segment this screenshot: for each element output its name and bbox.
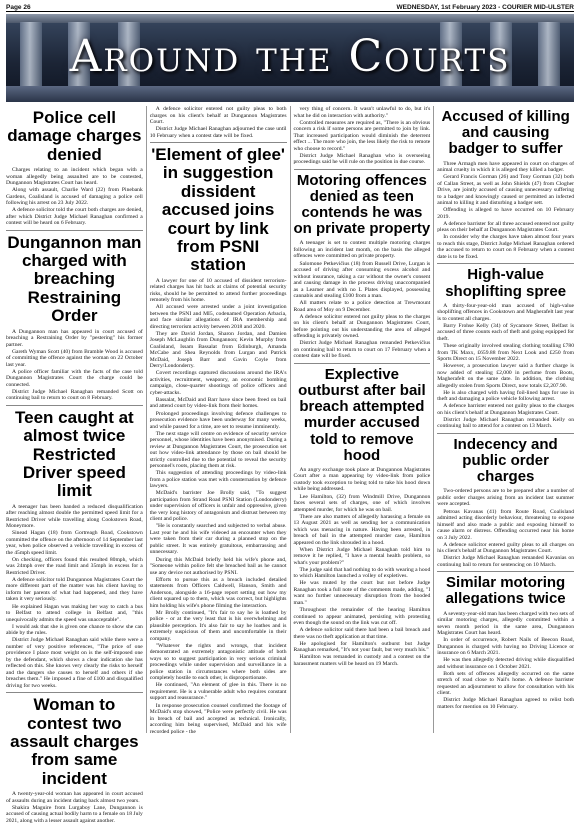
article-paragraph: All accused were arrested under a joint investigation between the PSNI and MI5, codenamed Operation Arbacia, and face similar allegations of IRA membership and directing terrorism activity between 2018 and 2020.: [149, 304, 287, 330]
article-paragraph: All matters relate to a police detection at Trewmount Road area of Moy on 9 December.: [293, 300, 431, 313]
article-headline: Explective outburst after bail breach attempted murder accused told to remove hood: [298, 365, 426, 464]
article-headline: Woman to contest two assault charges from same incident: [10, 695, 139, 788]
article-paragraph: A teenager is set to contest multiple motoring charges following an incident last month, on the basis the alleged offences were committed on private property.: [293, 240, 431, 260]
article-paragraph: A Dungannon man has appeared in court accused of breaching a Restraining Order by "pestering" his former partner.: [6, 328, 143, 348]
article: [6, 692, 143, 824]
article-paragraph: "Whatever the rights and wrongs, that incident demonstrated an extremely antagonistic attitude of both ways so to suggest participation in very serious criminal proceedings while under supervision and surveillance in a police station in circumstances where both sides are completely hostile to each other, is disproportionate.: [149, 642, 287, 682]
article-paragraph: In consider why the charges have taken almost four years to reach this stage, District Judge Michael Ranaghan ordered the accused to return to court on 8 February when a contest date is to be fixed.: [437, 234, 574, 260]
article-paragraph: He is also charged with having foil-lined bags for use in theft and damaging a police vehicle following arrest.: [437, 389, 574, 403]
column-2: [150, 106, 287, 733]
article-paragraph: Along with assault, Charlie Ward (22) from Pinebank Gardens, Coalisland is accused of damaging a police cell following his arrest on 23 July 2022.: [6, 187, 143, 207]
article-paragraph: Efforts to pursue this as a breach included detailed statements from Officers Caldwell, Hanson, Smith and Anderson, alongside a 16-page report setting out how my client squared up to them, which was correct, but highlights him holding his wife's phone filming the interaction.: [149, 576, 287, 609]
article: [150, 142, 287, 735]
article-divider: [294, 363, 431, 364]
article-paragraph: When District Judge Michael Ranaghan told him to remove it he replied, "I have a mental health problem, so what's your problem?": [293, 546, 431, 566]
article: [6, 230, 143, 402]
article: [6, 109, 143, 227]
article-paragraph: The judge said that had nothing to do with wearing a hood to which Hamilton launched a volley of expletives.: [293, 566, 431, 580]
article-paragraph: A defence solicitor entered not guilty pleas to both charges on his client's behalf at Dungannon Magistrates Court.: [149, 106, 287, 125]
column-3: [294, 106, 431, 733]
article-paragraph: Three Armagh men have appeared in court on charges of animal cruelty in which it is alleged they killed a badger.: [437, 160, 574, 174]
article: [437, 263, 574, 429]
article-paragraph: District Judge Michael Ranaghan remanded Kelly on continuing bail to attend for a contest on 13 March.: [437, 416, 574, 430]
article-paragraph: He was muted by the court but not before Judge Ranaghan took a full note of the comments made, adding, "I want no further unnecessary disruption from the hooded man.": [293, 580, 431, 606]
article-paragraph: Covert recordings captured discussions around the IRA's activities, recruitment, weaponry, an economic bombing campaign, close-quarter shootings of police officers and cyber-attacks.: [149, 370, 287, 396]
article-paragraph: Barry Frohse Kelly (34) of Sycamore Street, Belfast is accused of three counts each of theft and going equipped for theft.: [437, 322, 574, 342]
article-paragraph: Charges relating to an incident which began with a woman allegedly being assaulted are to be contested, Dungannon Magistrates Court has heard.: [6, 167, 143, 187]
article-paragraph: Offending is alleged to have occurred on 10 February 2019.: [437, 207, 574, 220]
article-headline: Dungannon man charged with breaching Restraining Order: [7, 232, 142, 326]
article: [294, 169, 431, 360]
article-paragraph: Shakira Maguire from Lurgaboy Lane, Dungannon is accused of causing actual bodily harm to a female on 18 July 2021, along with a lesser assault against another.: [6, 804, 143, 824]
article-paragraph: The next stage will centre on evidence of security service personnel, whose identities have been anonymised. During a review at Dungannon Magistrates Court, the prosecution set out how video-link attendance by those on bail should be strictly controlled due to the potential to reveal the security personnel's roots, placing them at risk.: [149, 430, 287, 470]
article-paragraph: He continued, "An element of glee in this. There is no requirement. He is a vulnerable adult who requires constant support and reassurance.": [149, 682, 287, 702]
article-paragraph: District Judge Michael Ranaghan said while there were a number of very positive references, "The price of one providence I place most weight on is the self-imposed one by the defendant, which shows a clear indication she has reflected on this. She knows very clearly the risks to herself and the dangers she causes to herself and others if she breaches them." He imposed a fine of £100 and disqualified driving for two weeks.: [6, 637, 143, 689]
article-paragraph: Lee Hamilton, (32) from Windmill Drive, Dungannon faces several sets of charges, one of which involves attempted murder, for which he was on bail.: [293, 493, 431, 513]
column-4: [437, 106, 574, 733]
article-columns: [6, 106, 574, 824]
article-paragraph: A defence solicitor entered guilty pleas to all charges on his client's behalf at Dungannon Magistrates Court.: [437, 541, 574, 555]
article-divider: [150, 142, 287, 143]
article-paragraph: McDaid's barrister Joe Brolly said, "To suggest participation from Strand Road PSNI Station (Londonderry) under supervision of officers is unfair and oppressive, given the very long history of antagonism and distrust between my client and police.: [149, 490, 287, 523]
article-headline: High-value shoplifting spree: [445, 266, 567, 300]
article-paragraph: An angry exchange took place at Dungannon Magistrates Court after a man appearing by video-link from police custody took exception to being told to take his hood down while being addressed.: [293, 466, 431, 493]
article-paragraph: He apologised for Hamilton's outburst but Judge Ranaghan remarked, "It's not your fault, but very much his.": [293, 640, 431, 654]
article: [437, 433, 574, 568]
article-paragraph: Sinead Hagan (18) from Gortreagh Road, Cookstown committed the offence on the afternoon of 14 September last year, when police observed a vehicle travelling in excess of the 45mph speed limit.: [6, 530, 143, 556]
article-paragraph: These originally involved stealing clothing totalling £780 from TK Maxx, £659.88 from Next Look and £250 from Sports Direct on 15 November 2022.: [437, 343, 574, 362]
article-paragraph: A defence solicitor entered not guilty pleas to the charges on his client's behalf at Dungannon Magistrates Court, before pointing out his understanding the area of alleged offending is privately owned.: [293, 313, 431, 340]
article-paragraph: Hamilton was remanded in custody and a contest on the harassment matters will be heard on 19 March.: [293, 654, 431, 667]
page-number: Page 26: [6, 3, 31, 11]
article: [294, 106, 431, 166]
article-paragraph: Throughout the remainder of the hearing Hamilton continued to appear animated, persisting with protesting even though the sound on the link was cut off.: [293, 607, 431, 626]
article-paragraph: A seventy-year-old man has been charged with two sets of similar motoring charges, allegedly committed within a seven month period in the same area, Dungannon Magistrates Court has heard.: [437, 610, 574, 637]
article-headline: Indecency and public order charges: [453, 435, 558, 486]
article-paragraph: "He is constantly searched and subjected to verbal abuse. Last year he and his wife videoed an encounter when they were taken from their car during a planned stop on the public street. It was entirely gratuitous, embarrassing and unnecessary.: [149, 523, 287, 556]
article-paragraph: District Judge Michael Ranaghan adjourned the case until 10 February when a contest date will be fixed.: [149, 126, 287, 139]
article-paragraph: Prolonged proceedings involving defence challenges to prosecution evidence have been underway for many weeks, and while passed for a time, are set to resume imminently.: [149, 410, 287, 430]
article-headline: Teen caught at almost twice Restricted Driver speed limit: [15, 407, 134, 501]
article-divider: [294, 169, 431, 170]
article-paragraph: Two-ordered persons are to be prepared after a number of public order charges arising from an incident last summer were accepted.: [437, 488, 574, 508]
banner-pedestal: [6, 86, 574, 102]
article: [294, 363, 431, 667]
article-paragraph: A defence solicitor told Dungannon Magistrates Court the more different part of the matter was his client having to inform her parents of what had happened, and they have taken it very seriously.: [6, 576, 143, 603]
article-headline: Similar motoring allegations twice: [445, 574, 566, 608]
masthead: WEDNESDAY, 1st February 2023 - COURIER MID-ULSTER: [396, 3, 574, 11]
article-paragraph: District Judge Michael Ranaghan remanded Petkevičius on continuing bail to return to court on 17 February when a contest date will be fixed.: [293, 340, 431, 360]
article-paragraph: There are also matters of allegedly harassing a female on 13 August 2021 as well as sending her a communication which was menacing in nature. Having been arrested, in breach of bail in the attempted murder case, Hamilton appeared on the link shrouded in a hood.: [293, 513, 431, 546]
article-paragraph: District Judge Michael Ranaghan who is overseeing proceedings said he will rule on the position in due course.: [293, 152, 431, 166]
article-paragraph: Bassalat, McDaid and Barr have since been freed on bail and attend court by video-link from their homes.: [149, 396, 287, 410]
article-paragraph: A twenty-year-old woman has appeared in court accused of assaults during an incident dating back almost two years.: [6, 791, 143, 804]
article-divider: [6, 692, 143, 693]
article-divider: [437, 263, 574, 264]
article-paragraph: A teenager has been handed a reduced disqualification after reaching almost double the permitted speed limit for a Restricted Driver while travelling along Cookstown Road, Moneymore.: [6, 503, 143, 530]
section-banner: [6, 14, 574, 102]
banner-title: Around the Courts: [69, 31, 511, 82]
article-paragraph: He was then allegedly detected driving while disqualified and without insurance on 1 October 2021.: [437, 657, 574, 670]
article-paragraph: They are David Jordan, Sharon Jordan, and Damien Joseph McLaughlin from Dungannon; Kevin Murphy from Coalisland, Issam Bassalat from Edinburgh, Amanda McCabe and Shea Reynolds from Lurgan and Patrick McDaid, Joseph Barr and Gavin Coyle from Derry/Londonderry.: [149, 330, 287, 370]
article-divider: [437, 571, 574, 572]
article-paragraph: Petroas Kavanas (41) from Route Road, Coalisland admitted acting disorderly behaviour, threatening to expose himself and also made a public and exposing himself to cause alarm or distress. Offending occurred near his home on 3 July 2022.: [437, 508, 574, 541]
article: [437, 571, 574, 710]
column-1: [6, 106, 143, 824]
article-paragraph: A lawyer for one of 10 accused of dissident terrorism-related charges has hit back at claims of potential security risks, should he be permitted to attend further proceedings remotely from his home.: [149, 277, 287, 304]
article-paragraph: District Judge Michael Ranaghan agreed to relist both matters for mention on 10 February.: [437, 697, 574, 710]
article-paragraph: This suggestion of attending proceedings by video-link from a police station was met with consternation by defence lawyers.: [149, 470, 287, 490]
page-header: [6, 3, 574, 12]
article-paragraph: Gareth Wyman Scott (40) from Bramble Wood is accused of committing the offence against the woman on 22 October last year.: [6, 348, 143, 368]
article-paragraph: A defence solicitor said there had been a bail breach and there was no theft application at that time.: [293, 627, 431, 640]
article-paragraph: District Judge Michael Ranaghan remanded Scott on continuing bail to return to court on 8 February.: [6, 388, 143, 402]
article-paragraph: A defence barrister entered not guilty pleas to the charges on his client's behalf at Dungannon Magistrates Court.: [437, 403, 574, 416]
article-paragraph: Gerard Francis Gorman (26) and Tony Gorman (32) both of Callan Street, as well as John Shields (47) from Clogher Drive, are jointly accused of causing unnecessary suffering to a badger and knowingly caused or permitted an infected animal to killing it and disturbing a badger sett.: [437, 174, 574, 207]
article-paragraph: A police officer familiar with the facts of the case told Dungannon Magistrates Court the charge could be connected.: [6, 368, 143, 388]
article-headline: Police cell damage charges denied: [7, 108, 142, 164]
article-divider: [437, 433, 574, 434]
article: [437, 109, 574, 260]
article-paragraph: He explained Hagan was making her way to catch a bus to Belfast to attend college in Belfast and, "this unequivocally admits the speed was unacceptable".: [6, 603, 143, 623]
article-divider: [6, 230, 143, 231]
article: [150, 106, 287, 139]
article-headline: Motoring offences denied as teen contends he was on private property: [293, 171, 431, 238]
article-paragraph: Both sets of offences allegedly occurred on the same stretch of road close to Nail's home. A defence barrister requested an adjournment to allow for consultation with his client.: [437, 670, 574, 697]
article-paragraph: In order of occurrence, Robert Nails of Beecon Road, Dungannon is charged with having no Driving Licence or insurance on 6 March 2021.: [437, 637, 574, 657]
article-paragraph: A defence barrister for all three accused entered not guilty pleas on their behalf at Dungannon Magistrates Court.: [437, 220, 574, 234]
article-paragraph: A defence solicitor told the court both charges are denied, after which District Judge Michael Ranaghan confirmed a contest will be heard on 6 February.: [6, 207, 143, 227]
article-paragraph: In response prosecution counsel confirmed the footage of McDaid's stop showed, "Police were perfectly civil. He was in breach of bail and accepted as technical. Ironically, according him being supervised, McDaid and his wife recorded police - the: [149, 702, 287, 735]
article-paragraph: Salomone Petkevičius (18) from Russell Drive, Lurgan is accused of driving after consuming excess alcohol and without insurance, taking a car without the owner's consent and causing damage in the process driving unaccompanied as a Learner and with no L Plates displayed, possessing cannabis and stealing £100 from a man.: [293, 260, 431, 300]
article-paragraph: During this McDaid briefly held his wife's phone and, "Someone within police felt she breached bail as he cannot use any device not authorised by PSNI.: [149, 556, 287, 576]
banner-cornice: [6, 14, 574, 23]
article-paragraph: very thing of concern. It wasn't unlawful to do, but it's what he did on interaction with authority.": [293, 106, 431, 119]
article-paragraph: Controlled measures are required as, "There is an obvious concern a risk if some persons are permitted to join by link. That increased participation would diminish the deterrent effect ... The more who join, the less likely the risk to remote who choose to record.": [293, 119, 431, 152]
article-paragraph: On checking, officers found this resulted 80mph, which was 24mph over the road limit and 35mph in excess for a Restricted Driver.: [6, 556, 143, 576]
article-divider: [6, 405, 143, 406]
article-paragraph: District Judge Michael Ranaghan remanded Kavanias on continuing bail to return for sentencing on 10 March.: [437, 555, 574, 568]
article-headline: 'Element of glee' in suggestion dissident accused joins court by link from PSNI station: [151, 145, 285, 275]
article-paragraph: Mr Brolly continued, "It's fair to say he is loathed by police - or at the very least that is his overwhelming and plausible perception. It's also fair to say he loathes and is extremely suspicious of them and uncomfortable in their company.: [149, 609, 287, 642]
article-paragraph: However, a prosecution lawyer said a further charge is now added of stealing £2,000 in perfume from Boots, Magherafelt on the same date. In addition, the clothing allegedly stolen from Sports Direct, now totals £2,207.90.: [437, 363, 574, 389]
article: [6, 405, 143, 689]
article-paragraph: I would ask that she is given one chance to show she can abide by the rules.: [6, 623, 143, 637]
article-paragraph: A thirty-four-year-old man accused of high-value shoplifting offences in Cookstown and Magherafelt last year is to contest all charges.: [437, 302, 574, 322]
article-headline: Accused of killing and causing badger to suffer: [441, 108, 570, 158]
